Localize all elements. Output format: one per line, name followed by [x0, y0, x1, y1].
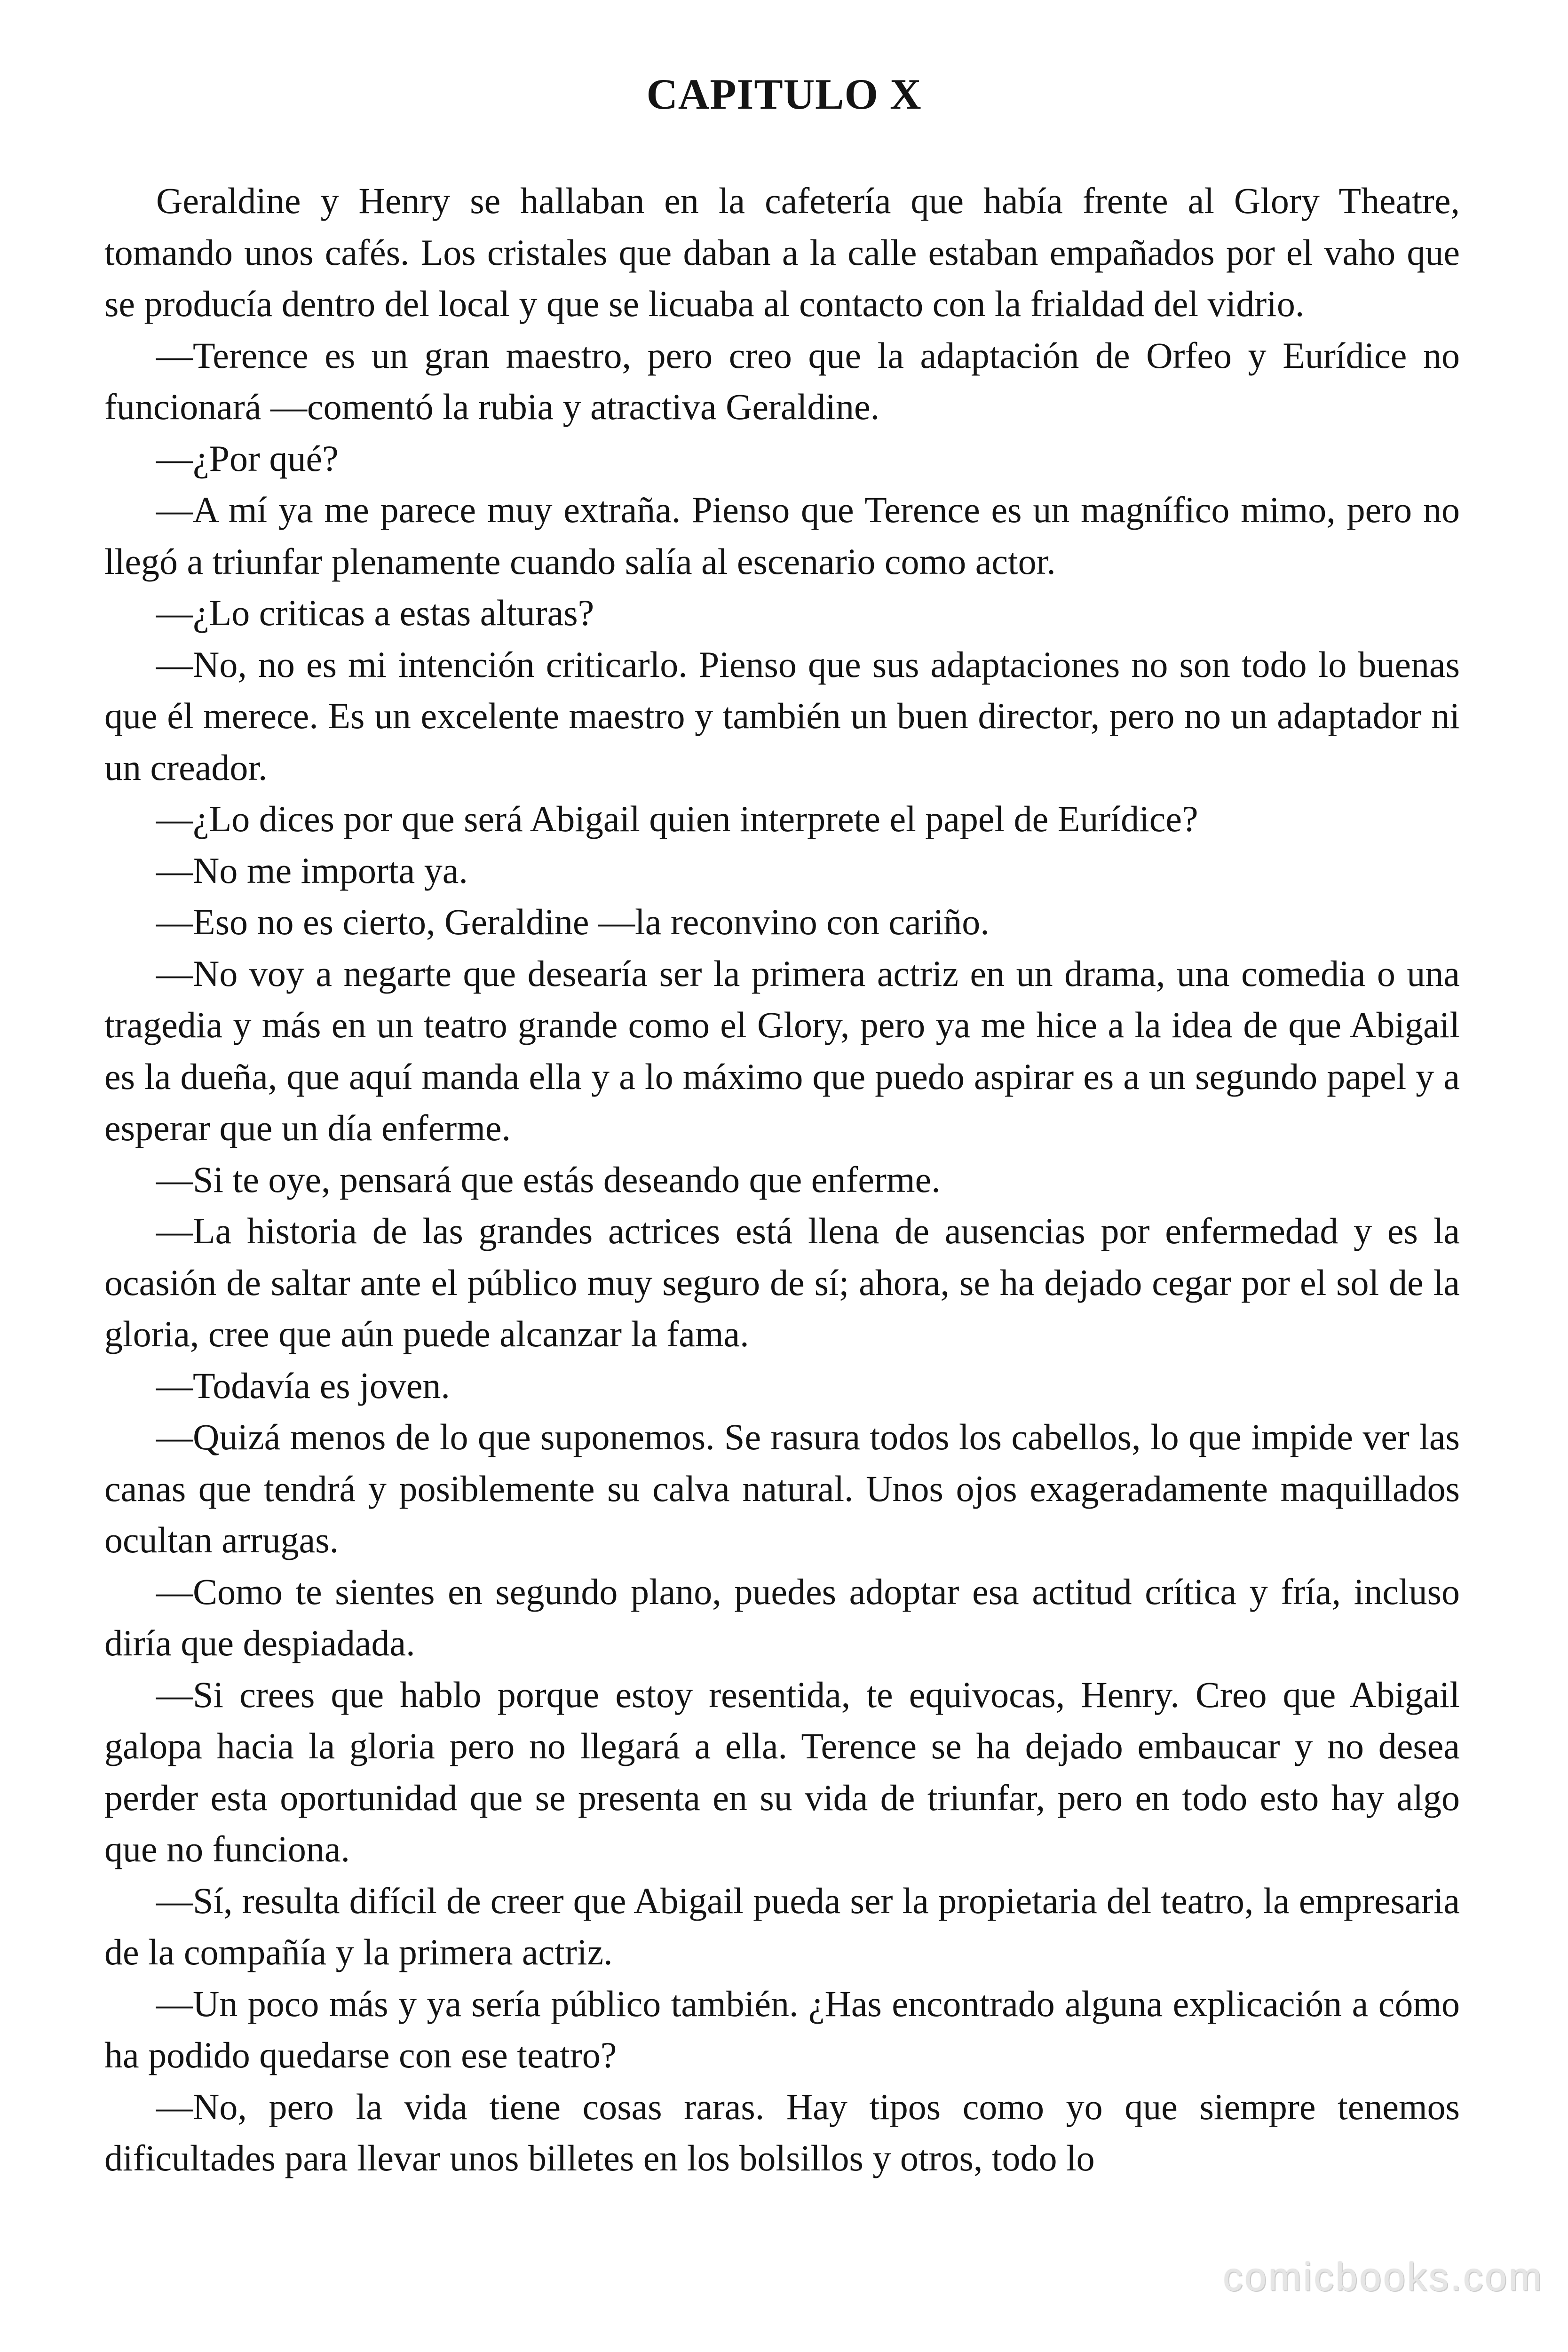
paragraph: —Quizá menos de lo que suponemos. Se rasura todos los cabellos, lo que impide ver las canas que tendrá y posiblemente su calva natural. Unos ojos exageradamente maquillados ocultan arrugas.: [104, 1416, 1460, 1560]
paragraph: —¿Lo criticas a estas alturas?: [156, 592, 594, 633]
paragraph: —A mí ya me parece muy extraña. Pienso que Terence es un magnífico mimo, pero no llegó a triunfar plenamente cuando salía al escenario como actor.: [104, 489, 1460, 582]
paragraph: —Terence es un gran maestro, pero creo que la adaptación de Orfeo y Eurídice no funcionará —comentó la rubia y atractiva Geraldine.: [104, 334, 1460, 427]
paragraph: —Todavía es joven.: [156, 1365, 450, 1406]
chapter-body: [104, 175, 1460, 2184]
chapter-title: CAPITULO X: [646, 70, 922, 118]
paragraph: —Sí, resulta difícil de creer que Abigail pueda ser la propietaria del teatro, la empresaria de la compañía y la primera actriz.: [104, 1880, 1460, 1972]
paragraph: —Si te oye, pensará que estás deseando que enferme.: [156, 1159, 941, 1200]
paragraph: Geraldine y Henry se hallaban en la cafetería que había frente al Glory Theatre, tomando unos cafés. Los cristales que daban a la calle estaban empañados por el vaho que se producía dentro del local y que se licuaba al contacto con la frialdad del vidrio.: [104, 180, 1460, 324]
paragraph: —No voy a negarte que desearía ser la primera actriz en un drama, una comedia o una tragedia y más en un teatro grande como el Glory, pero ya me hice a la idea de que Abigail es la dueña, que aquí manda ella y a lo máximo que puedo aspirar es a un segundo papel y a esperar que un día enferme.: [104, 953, 1460, 1148]
paragraph: —¿Lo dices por que será Abigail quien interprete el papel de Eurídice?: [156, 798, 1198, 839]
paragraph: —No me importa ya.: [156, 850, 468, 891]
paragraph: —Un poco más y ya sería público también. ¿Has encontrado alguna explicación a cómo ha podido quedarse con ese teatro?: [104, 1983, 1460, 2075]
paragraph: —No, no es mi intención criticarlo. Pienso que sus adaptaciones no son todo lo buenas que él merece. Es un excelente maestro y también un buen director, pero no un adaptador ni un creador.: [104, 644, 1460, 788]
paragraph: —Si crees que hablo porque estoy resentida, te equivocas, Henry. Creo que Abigail galopa hacia la gloria pero no llegará a ella. Terence se ha dejado embaucar y no desea perder esta oportunidad que se presenta en su vida de triunfar, pero en todo esto hay algo que no funciona.: [104, 1674, 1460, 1869]
paragraph: —La historia de las grandes actrices está llena de ausencias por enfermedad y es la ocasión de saltar ante el público muy seguro de sí; ahora, se ha dejado cegar por el sol de la gloria, cree que aún puede alcanzar la fama.: [104, 1210, 1460, 1354]
paragraph: —Eso no es cierto, Geraldine —la reconvino con cariño.: [156, 901, 990, 942]
paragraph: —No, pero la vida tiene cosas raras. Hay tipos como yo que siempre tenemos dificultades para llevar unos billetes en los bolsillos y otros, todo lo: [104, 2086, 1460, 2178]
paragraph: —Como te sientes en segundo plano, puedes adoptar esa actitud crítica y fría, incluso diría que despiadada.: [104, 1571, 1460, 1663]
paragraph: —¿Por qué?: [156, 437, 339, 479]
watermark: comicbooks.com: [1223, 2255, 1544, 2299]
